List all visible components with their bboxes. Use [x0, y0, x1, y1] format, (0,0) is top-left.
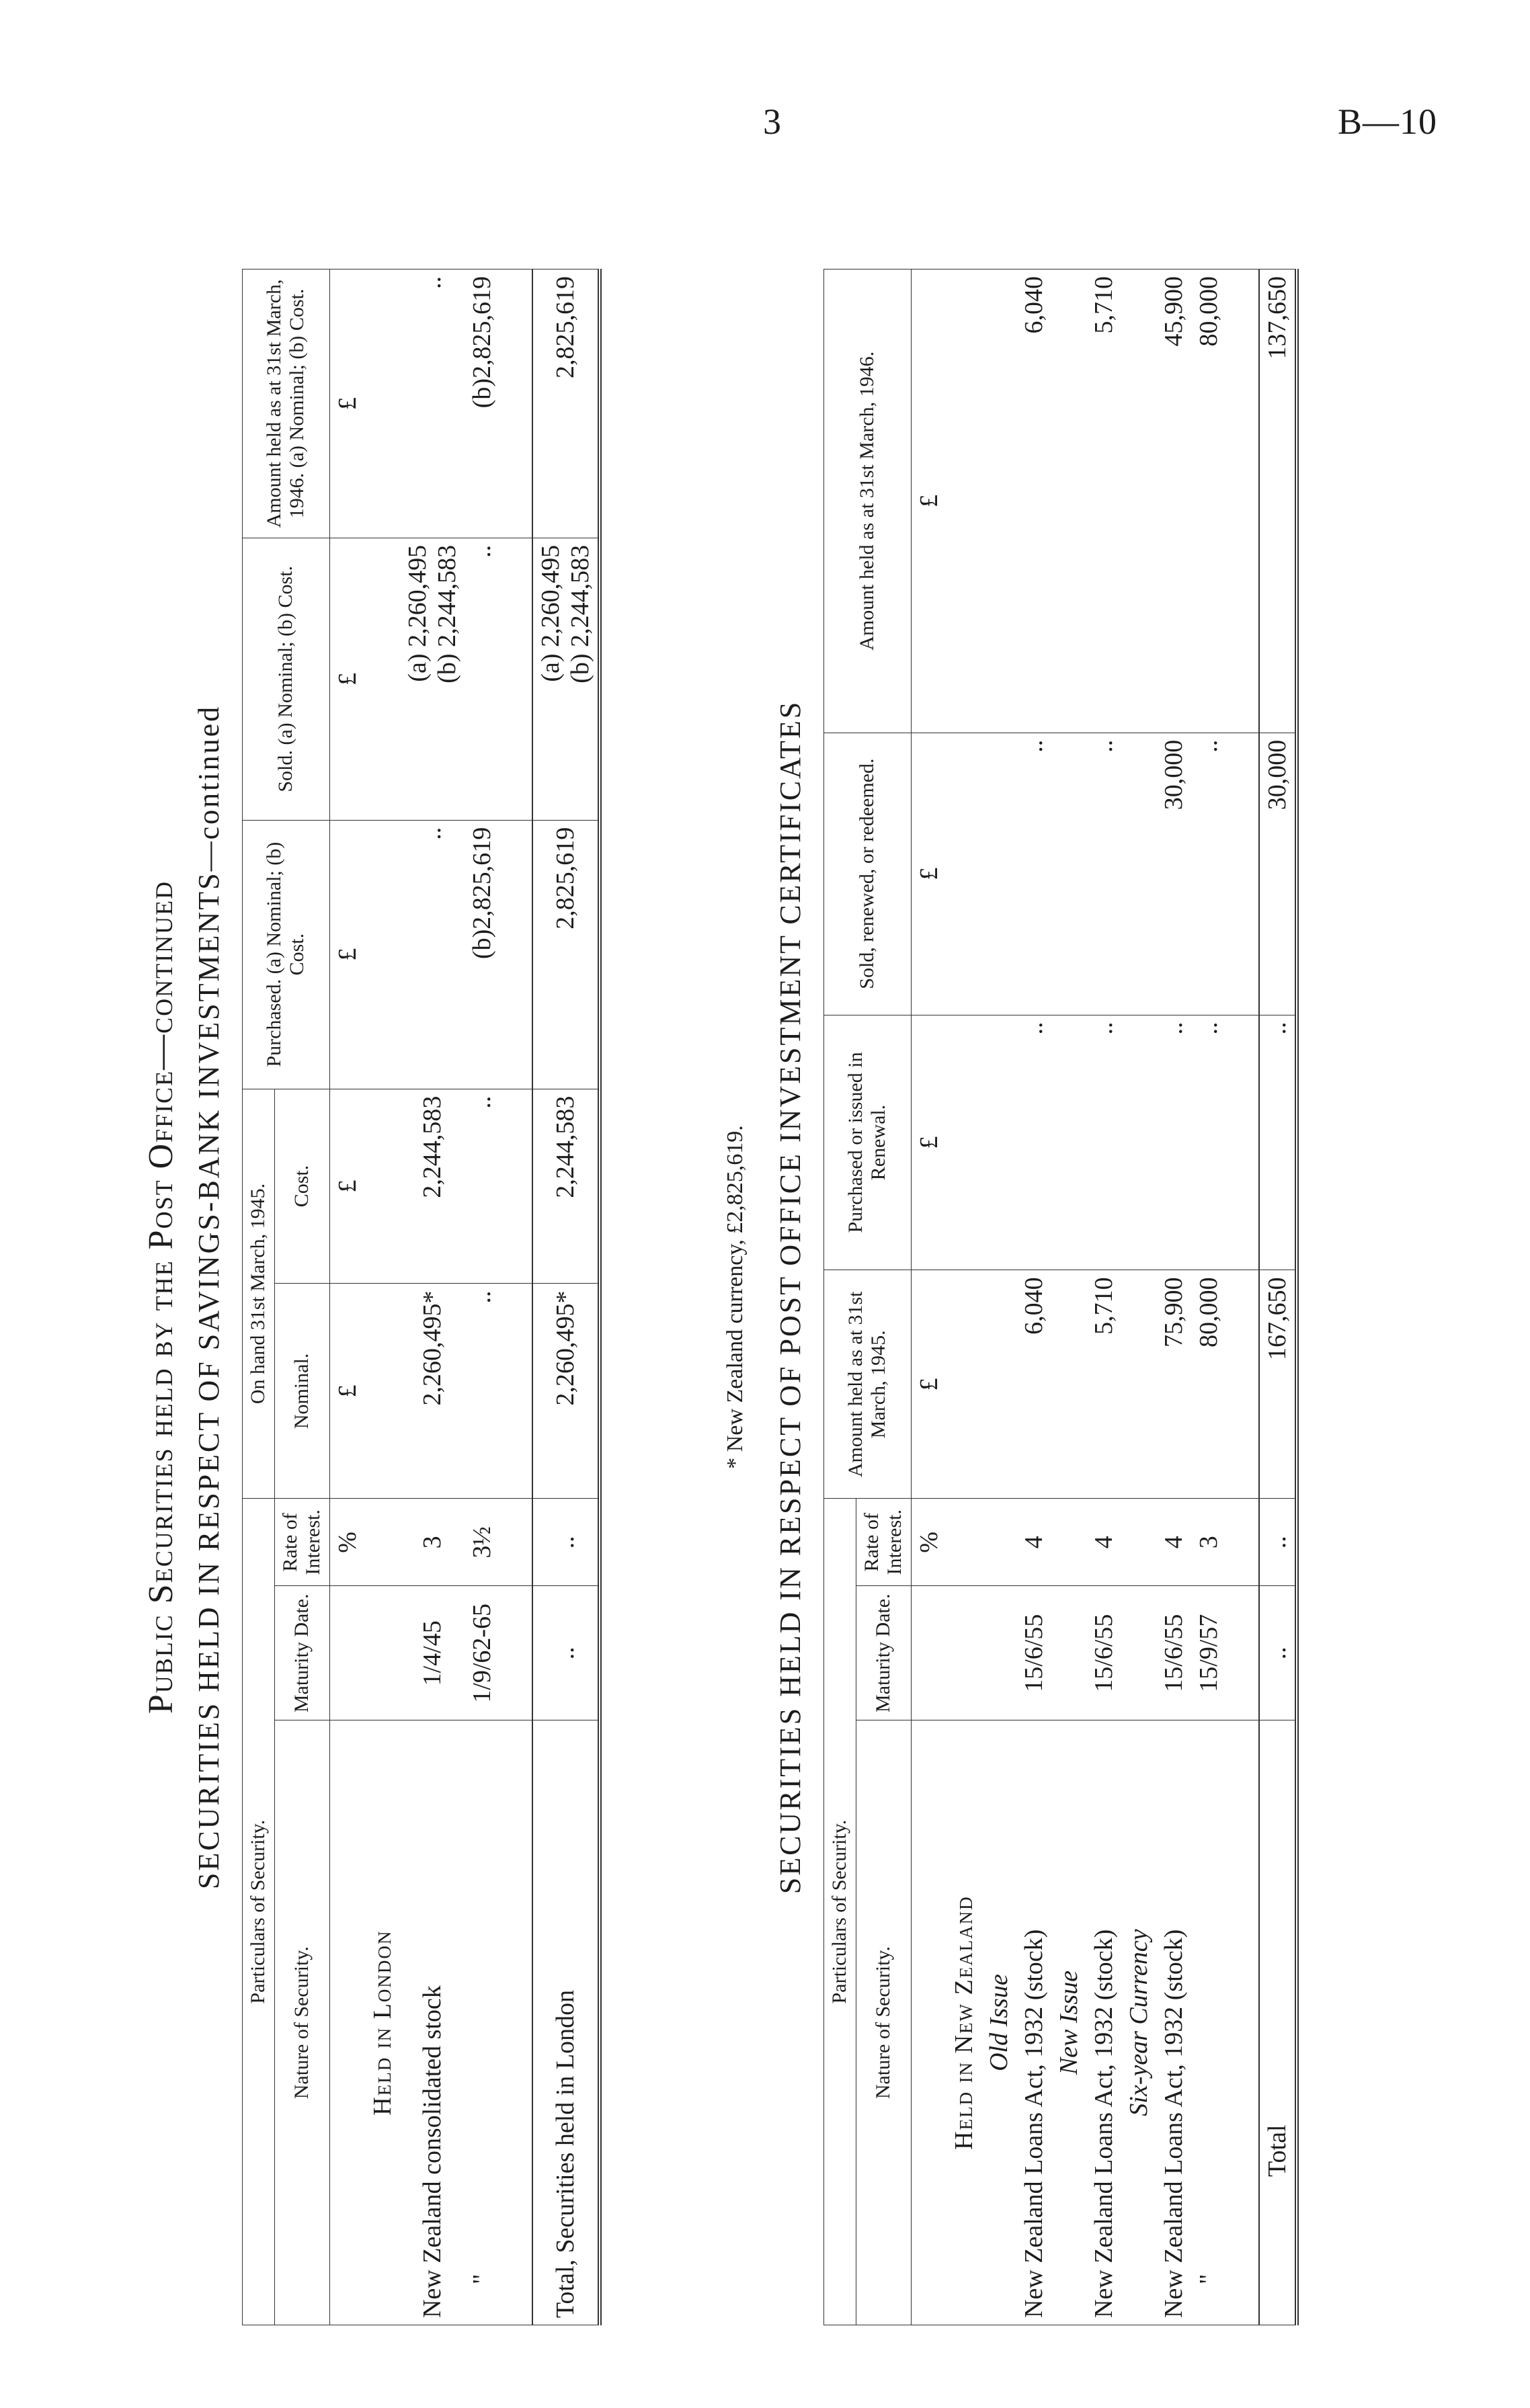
- interest-rate: 4: [1016, 1499, 1051, 1586]
- purchased-value: (b)2,825,619: [465, 820, 499, 1089]
- sold-cost: (b) 2,244,583: [432, 544, 461, 683]
- sold-value: ..: [465, 538, 499, 820]
- unit-percent: %: [329, 1499, 365, 1586]
- group-heading: Old Issue: [981, 1720, 1016, 2325]
- savings-title: SECURITIES HELD IN RESPECT OF SAVINGS-BANK INVESTMENTS—continued: [192, 704, 225, 1890]
- rate-header: Rate of Interest.: [856, 1499, 911, 1586]
- security-name: New Zealand Loans Act, 1932 (stock): [1156, 1720, 1191, 2325]
- amount-1945-header: Amount held as at 31st March, 1945.: [824, 1270, 912, 1499]
- page-number: 3: [763, 101, 781, 142]
- cost-value: ..: [465, 1089, 499, 1284]
- sold-value: ..: [1016, 733, 1051, 1015]
- nominal-value: ..: [465, 1284, 499, 1499]
- nominal-header: Nominal.: [274, 1284, 329, 1499]
- unit-percent: %: [911, 1499, 947, 1586]
- particulars-header: Particulars of Security.: [243, 1499, 275, 2325]
- total-row: [1259, 269, 1297, 2325]
- nature-header: Nature of Security.: [274, 1720, 329, 2325]
- nominal-value: 2,260,495*: [400, 1284, 465, 1499]
- maturity-date: 15/6/55: [1016, 1586, 1051, 1720]
- total-sold: 30,000: [1259, 733, 1297, 1015]
- purchased-header: Purchased or issued in Renewal.: [824, 1015, 912, 1270]
- table-row: [1086, 269, 1121, 2325]
- amount-1945: 5,710: [1086, 1270, 1121, 1499]
- table-row: [1016, 269, 1051, 2325]
- sold-header: Sold, renewed, or redeemed.: [824, 733, 912, 1015]
- maturity-header: Maturity Date.: [274, 1586, 329, 1720]
- particulars-header: Particulars of Security.: [824, 1499, 856, 2325]
- total-amount-held: 2,825,619: [532, 269, 600, 538]
- interest-rate: 4: [1156, 1499, 1191, 1586]
- amount-1946: 45,900: [1156, 269, 1191, 733]
- security-name: New Zealand Loans Act, 1932 (stock): [1086, 1720, 1121, 2325]
- total-sold-nominal: (a) 2,260,495: [536, 544, 565, 682]
- ditto-mark: ": [1191, 1720, 1226, 2325]
- total-amount-1945: 167,650: [1259, 1270, 1297, 1499]
- interest-rate: 3: [1191, 1499, 1226, 1586]
- maturity-date: 1/4/45: [400, 1586, 465, 1720]
- certificates-title: SECURITIES HELD IN RESPECT OF POST OFFICE INVESTMENT CERTIFICATES: [774, 700, 807, 1895]
- amount-1945: 80,000: [1191, 1270, 1226, 1499]
- interest-rate: ..: [1259, 1499, 1297, 1586]
- total-sold-cost: (b) 2,244,583: [565, 544, 594, 683]
- section-heading: Held in New Zealand: [947, 1720, 981, 2325]
- unit-pound: £: [911, 733, 947, 1015]
- total-amount-1946: 137,650: [1259, 269, 1297, 733]
- unit-pound: £: [911, 1015, 947, 1270]
- sold-nominal: (a) 2,260,495: [403, 544, 432, 682]
- table-row: [465, 269, 499, 2325]
- unit-pound: £: [911, 1270, 947, 1499]
- purchased-value: ..: [1016, 1015, 1051, 1270]
- amount-1946: 5,710: [1086, 269, 1121, 733]
- maturity-date: ..: [1259, 1586, 1297, 1720]
- ditto-mark: ": [465, 1720, 499, 2325]
- section-heading: Held in London: [365, 1720, 400, 2325]
- table-row: [400, 269, 465, 2325]
- purchased-value: ..: [1086, 1015, 1121, 1270]
- amount-1945: 6,040: [1016, 1270, 1051, 1499]
- total-purchased: 2,825,619: [532, 820, 600, 1089]
- sold-value: ..: [1086, 733, 1121, 1015]
- cost-value: 2,244,583: [400, 1089, 465, 1284]
- purchased-header: Purchased. (a) Nominal; (b) Cost.: [243, 820, 330, 1089]
- interest-rate: 4: [1086, 1499, 1121, 1586]
- amount-held-value: ..: [400, 269, 465, 538]
- footnote: * New Zealand currency, £2,825,619.: [723, 1125, 748, 1469]
- maturity-date: 15/9/57: [1191, 1586, 1226, 1720]
- unit-pound: £: [329, 269, 365, 538]
- table-row: [1191, 269, 1226, 2325]
- maturity-header: Maturity Date.: [856, 1586, 911, 1720]
- interest-rate: 3½: [465, 1499, 499, 1586]
- investment-certificates-table: [823, 269, 1299, 2325]
- total-label: Total: [1259, 1720, 1297, 2325]
- security-name: New Zealand Loans Act, 1932 (stock): [1016, 1720, 1051, 2325]
- sold-value: [400, 538, 465, 820]
- total-sold: [532, 538, 600, 820]
- amount-held-value: (b)2,825,619: [465, 269, 499, 538]
- total-purchased: ..: [1259, 1015, 1297, 1270]
- sold-header: Sold. (a) Nominal; (b) Cost.: [243, 538, 330, 820]
- rotated-content: [101, 242, 1499, 2352]
- amount-held-header: Amount held as at 31st March, 1946. (a) Nominal; (b) Cost.: [243, 269, 330, 538]
- security-name: New Zealand consolidated stock: [400, 1720, 465, 2325]
- purchased-value: ..: [1191, 1015, 1226, 1270]
- sold-value: ..: [1191, 733, 1226, 1015]
- interest-rate: 3: [400, 1499, 465, 1586]
- unit-pound: £: [329, 1284, 365, 1499]
- amount-1946: 6,040: [1016, 269, 1051, 733]
- amount-1946: 80,000: [1191, 269, 1226, 733]
- amount-1946-header: Amount held as at 31st March, 1946.: [824, 269, 912, 733]
- maturity-date: 15/6/55: [1086, 1586, 1121, 1720]
- maturity-date: ..: [532, 1586, 600, 1720]
- total-nominal: 2,260,495*: [532, 1284, 600, 1499]
- purchased-value: ..: [1156, 1015, 1191, 1270]
- unit-pound: £: [329, 820, 365, 1089]
- total-row: [532, 269, 600, 2325]
- purchased-value: ..: [400, 820, 465, 1089]
- unit-pound: £: [329, 538, 365, 820]
- sold-value: 30,000: [1156, 733, 1191, 1015]
- maturity-date: 15/6/55: [1156, 1586, 1191, 1720]
- nature-header: Nature of Security.: [856, 1720, 911, 2325]
- amount-1945: 75,900: [1156, 1270, 1191, 1499]
- unit-pound: £: [329, 1089, 365, 1284]
- cost-header: Cost.: [274, 1089, 329, 1284]
- interest-rate: ..: [532, 1499, 600, 1586]
- unit-pound: £: [911, 269, 947, 733]
- rate-header: Rate of Interest.: [274, 1499, 329, 1586]
- savings-bank-table: [242, 269, 602, 2325]
- main-title: Public Securities held by the Post Office—continued: [142, 880, 180, 1714]
- table-row: [1156, 269, 1191, 2325]
- maturity-date: 1/9/62-65: [465, 1586, 499, 1720]
- total-label: Total, Securities held in London: [532, 1720, 600, 2325]
- on-hand-header: On hand 31st March, 1945.: [243, 1089, 275, 1499]
- total-cost: 2,244,583: [532, 1089, 600, 1284]
- group-heading: Six-year Currency: [1121, 1720, 1156, 2325]
- group-heading: New Issue: [1051, 1720, 1086, 2325]
- document-reference: B—10: [1338, 101, 1438, 142]
